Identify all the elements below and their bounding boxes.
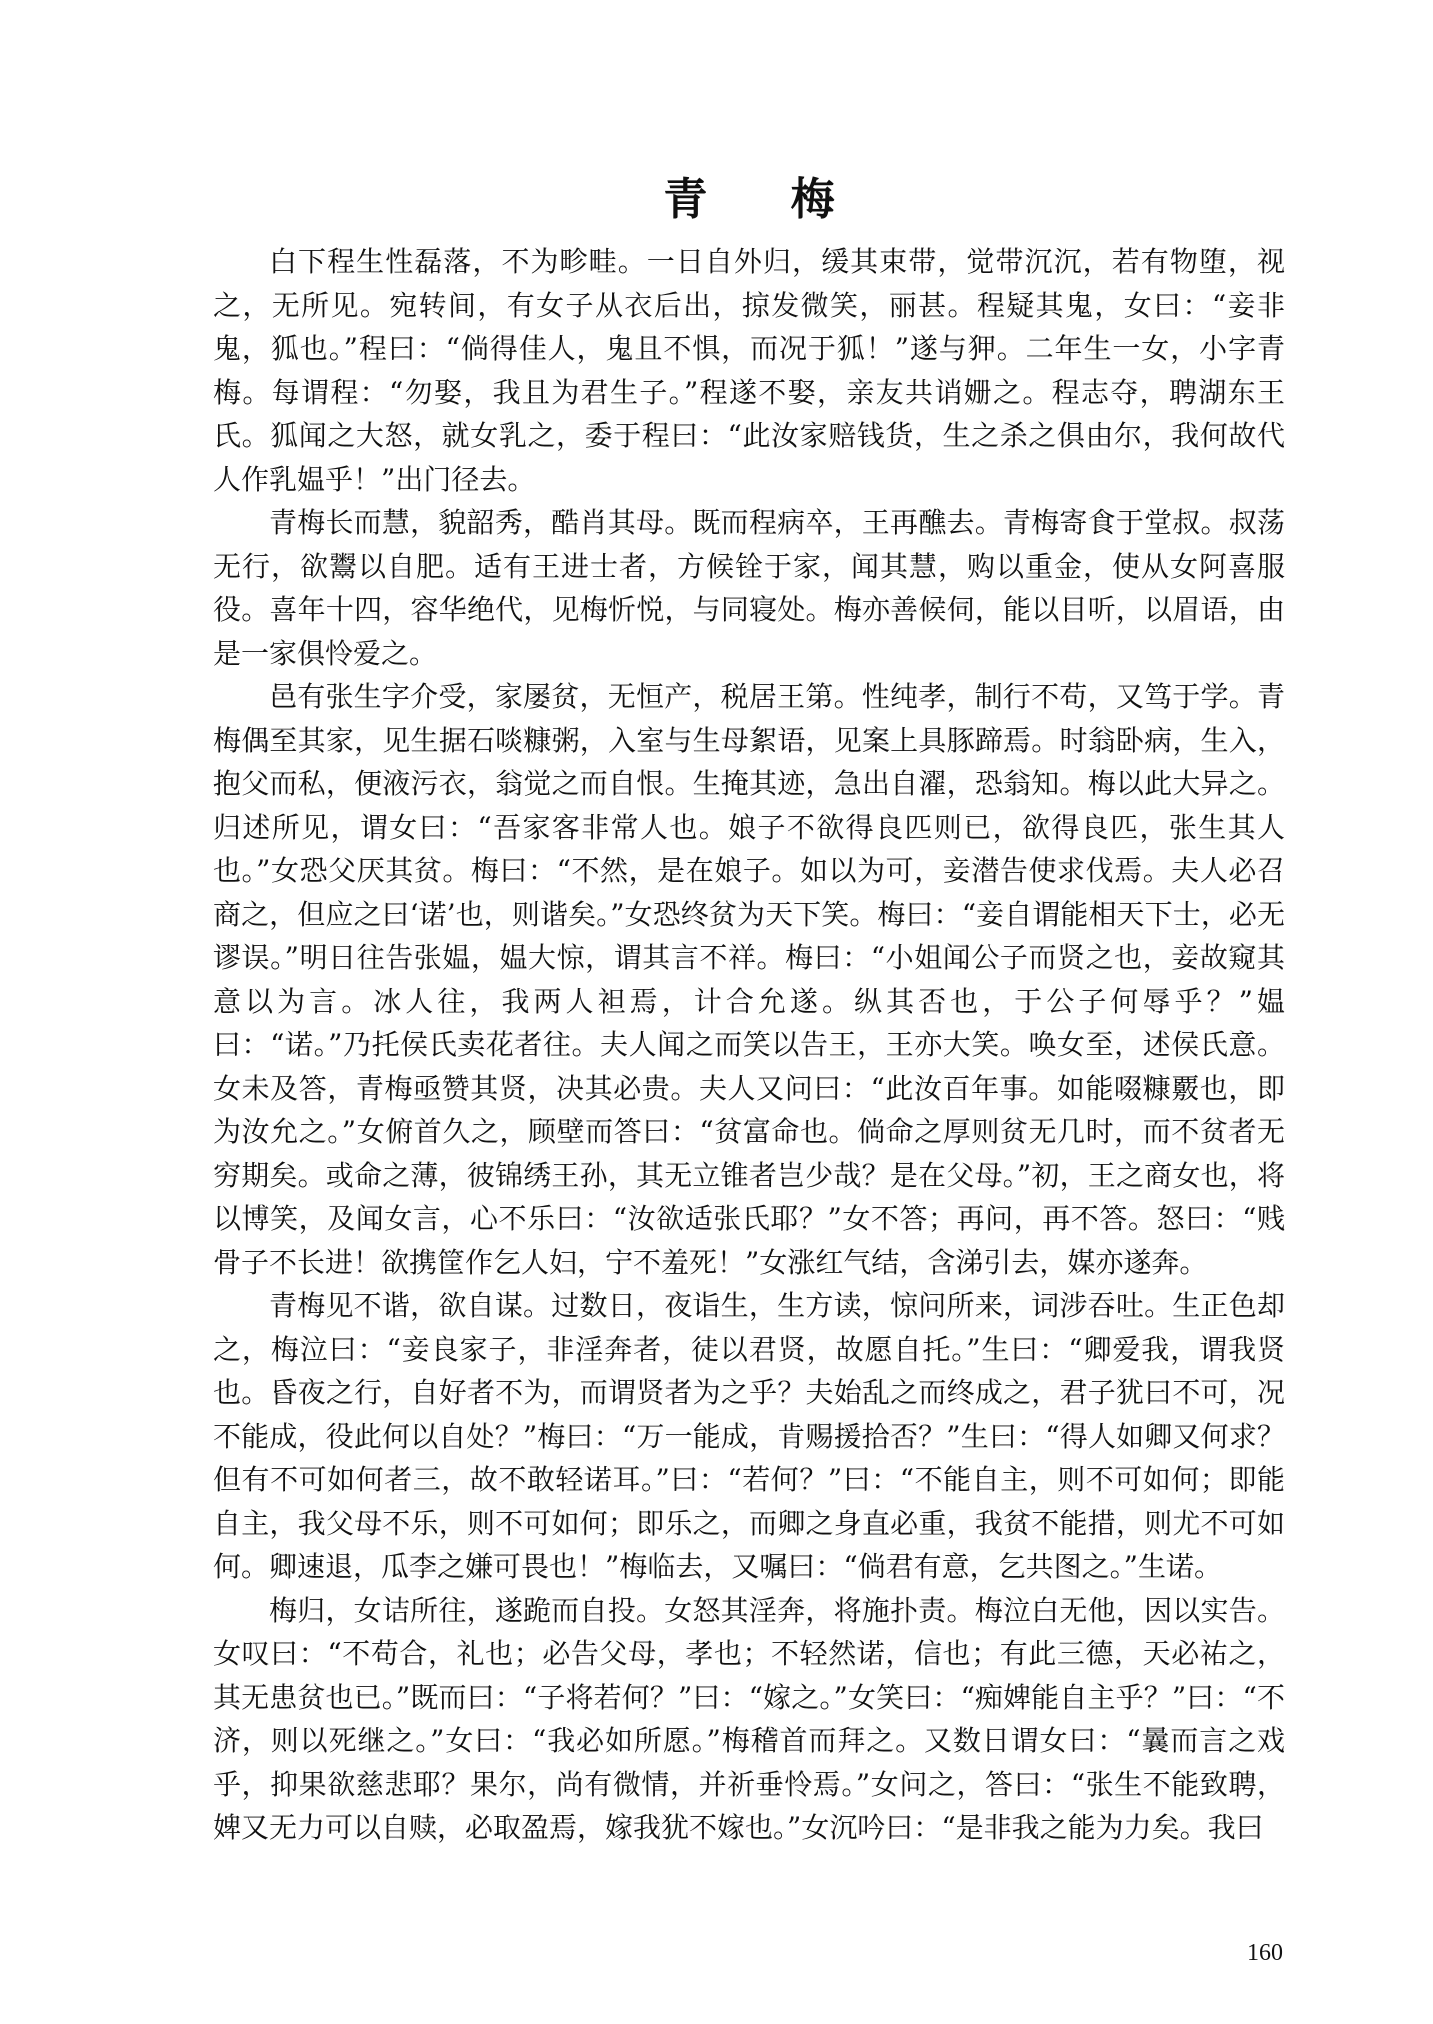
paragraph-4: 青梅见不谐，欲自谋。过数日，夜诣生，生方读，惊问所来，词涉吞吐。生正色却之，梅泣曰：“妾良家子，非淫奔者，徒以君贤，故愿自托。”生曰：“卿爱我，谓我贤也。昏夜之行，自好者不为，而谓贤者为之乎？夫始乱之而终成之，君子犹曰不可，况不能成，役此何以自处？”梅曰：“万一能成，肯赐援拾否？”生曰：“得人如卿又何求？但有不可如何者三，故不敢轻诺耳。”曰：“若何？”曰：“不能自主，则不可如何；即能自主，我父母不乐，则不可如何；即乐之，而卿之身直必重，我贫不能措，则尤不可如何。卿速退，瓜李之嫌可畏也！”梅临去，又嘱曰：“倘君有意，乞共图之。”生诺。 xyxy=(213,1289,1285,1583)
page-body xyxy=(213,168,1285,1850)
paragraph-2: 青梅长而慧，貌韶秀，酷肖其母。既而程病卒，王再醮去。青梅寄食于堂叔。叔荡无行，欲鬻以自肥。适有王进士者，方候铨于家，闻其慧，购以重金，使从女阿喜服役。喜年十四，容华绝代，见梅忻悦，与同寝处。梅亦善候伺，能以目听，以眉语，由是一家俱怜爱之。 xyxy=(213,506,1285,670)
page-number: 160 xyxy=(1247,1940,1283,1966)
chapter-title: 青 梅 xyxy=(663,174,869,225)
paragraph-3: 邑有张生字介受，家屡贫，无恒产，税居王第。性纯孝，制行不苟，又笃于学。青梅偶至其家，见生据石啖糠粥，入室与生母絮语，见案上具豚蹄焉。时翁卧病，生入，抱父而私，便液污衣，翁觉之而自恨。生掩其迹，急出自濯，恐翁知。梅以此大异之。归述所见，谓女曰：“吾家客非常人也。娘子不欲得良匹则已，欲得良匹，张生其人也。”女恐父厌其贫。梅曰：“不然，是在娘子。如以为可，妾潜告使求伐焉。夫人必召商之，但应之曰‘诺’也，则谐矣。”女恐终贫为天下笑。梅曰：“妾自谓能相天下士，必无谬误。”明日往告张媪，媪大惊，谓其言不祥。梅曰：“小姐闻公子而贤之也，妾故窥其意以为言。冰人往，我两人袒焉，计合允遂。纵其否也，于公子何辱乎？”媪曰：“诺。”乃托侯氏卖花者往。夫人闻之而笑以告王，王亦大笑。唤女至，述侯氏意。女未及答，青梅亟赞其贤，决其必贵。夫人又问曰：“此汝百年事。如能啜糠覈也，即为汝允之。”女俯首久之，顾壁而答曰：“贫富命也。倘命之厚则贫无几时，而不贫者无穷期矣。或命之薄，彼锦绣王孙，其无立锥者岂少哉？是在父母。”初，王之商女也，将以博笑，及闻女言，心不乐曰：“汝欲适张氏耶？”女不答；再问，再不答。怒曰：“贱骨子不长进！欲携筐作乞人妇，宁不羞死！”女涨红气结，含涕引去，媒亦遂奔。 xyxy=(213,680,1285,1279)
paragraph-5: 梅归，女诘所往，遂跪而自投。女怒其淫奔，将施扑责。梅泣白无他，因以实告。女叹曰：“不苟合，礼也；必告父母，孝也；不轻然诺，信也；有此三德，天必祐之，其无患贫也已。”既而曰：“子将若何？”曰：“嫁之。”女笑曰：“痴婢能自主乎？”曰：“不济，则以死继之。”女曰：“我必如所愿。”梅稽首而拜之。又数日谓女曰：“曩而言之戏乎，抑果欲慈悲耶？果尔，尚有微情，并祈垂怜焉。”女问之，答曰：“张生不能致聘，婢又无力可以自赎，必取盈焉，嫁我犹不嫁也。”女沉吟曰：“是非我之能为力矣。我曰 xyxy=(213,1593,1285,1844)
paragraph-1: 白下程生性磊落，不为畛畦。一日自外归，缓其束带，觉带沉沉，若有物堕，视之，无所见。宛转间，有女子从衣后出，掠发微笑，丽甚。程疑其鬼，女曰：“妾非鬼，狐也。”程曰：“倘得佳人，鬼且不惧，而况于狐！”遂与狎。二年生一女，小字青梅。每谓程：“勿娶，我且为君生子。”程遂不娶，亲友共诮姗之。程志夺，聘湖东王氏。狐闻之大怒，就女乳之，委于程曰：“此汝家赔钱货，生之杀之俱由尔，我何故代人作乳媪乎！”出门径去。 xyxy=(213,245,1285,496)
